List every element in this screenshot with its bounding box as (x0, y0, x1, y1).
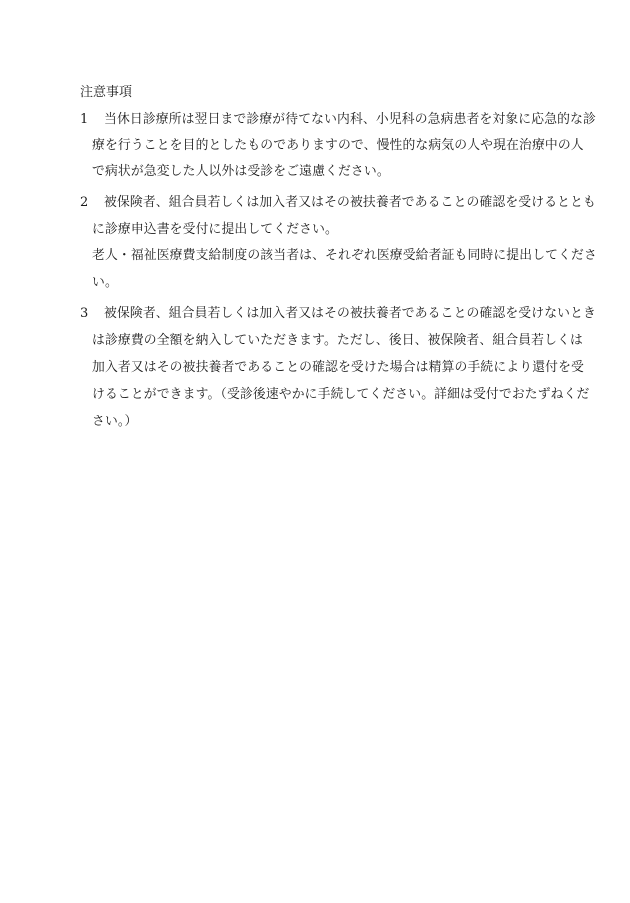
item-text-line: で病状が急変した人以外は受診をご遠慮ください。 (92, 164, 390, 179)
item-text-line: 療を行うことを目的としたものでありますので、慢性的な病気の人や現在治療中の人 (92, 138, 584, 153)
item-text-line: さい。） (92, 414, 138, 429)
item-number: 3 (80, 306, 89, 321)
item-text-line: 被保険者、組合員若しくは加入者又はその被扶養者であることの確認を受けないとき (104, 306, 596, 321)
item-text-line: けることができます。（受診後速やかに手続してください。詳細は受付でおたずねくだ (92, 387, 590, 402)
item-text-line: 加入者又はその被扶養者であることの確認を受けた場合は精算の手続により還付を受 (92, 360, 584, 375)
item-text-line: い。 (92, 275, 118, 290)
item-text-line: は診療費の全額を納入していただきます。ただし、後日、被保険者、組合員若しくは (92, 333, 583, 348)
item-text-line: 老人・福祉医療費支給制度の該当者は、それぞれ医療受給者証も同時に提出してくださ (92, 248, 597, 263)
item-text-line: 当休日診療所は翌日まで診療が待てない内科、小児科の急病患者を対象に応急的な診 (104, 112, 596, 127)
item-number: 2 (80, 195, 89, 210)
item-text-line: に診療申込書を受付に提出してください。 (92, 222, 338, 237)
document-heading: 注意事項 (80, 85, 133, 100)
item-text-line: 被保険者、組合員若しくは加入者又はその被扶養者であることの確認を受けるととも (104, 195, 596, 210)
item-number: 1 (80, 112, 89, 127)
